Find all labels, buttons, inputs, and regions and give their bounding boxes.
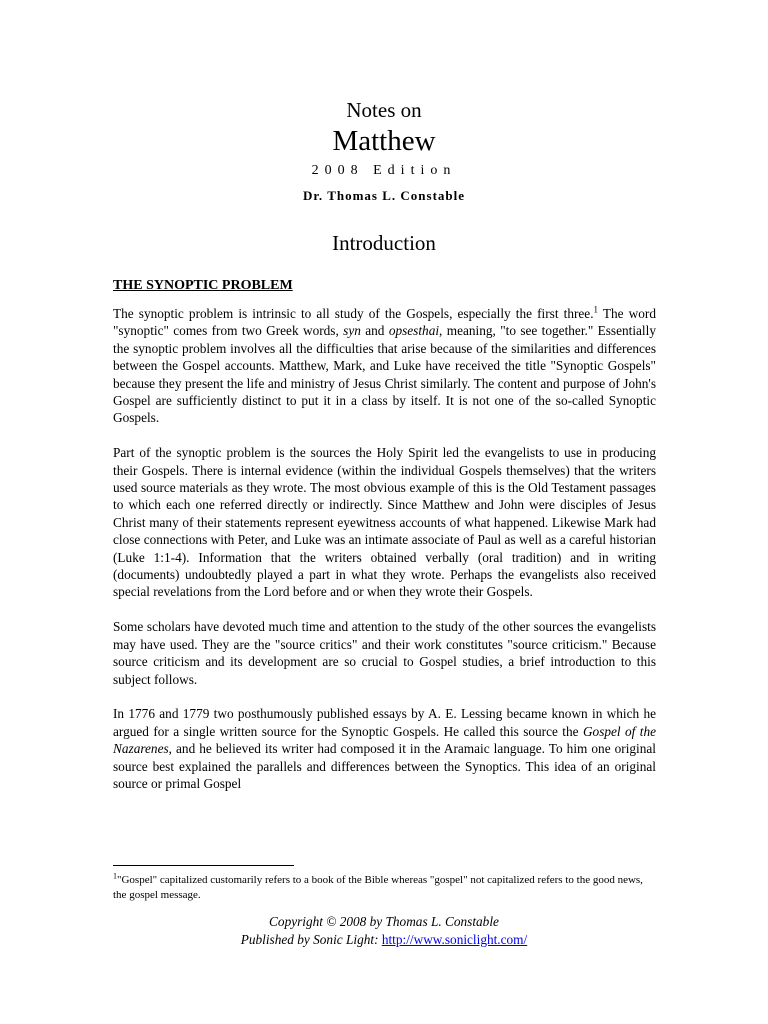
paragraph-1-text-d: , meaning, "to see together." Essentially the synoptic problem involves all the difficulties that arise because of the similarities and differences between the Gospel accounts. Matthew, Mark, and Luke have received the title "Synoptic Gospels" because they present the life and ministry of Jesus Christ similarly. The content and purpose of John's Gospel are sufficiently distinct to put it in a class by itself. It is not one of the so-called Synoptic Gospels. xyxy=(113,323,656,426)
book-title: Matthew xyxy=(332,125,436,157)
notes-on-label: Notes on xyxy=(346,98,422,122)
paragraph-1-text-c: and xyxy=(360,323,389,339)
paragraph-4 xyxy=(113,705,656,792)
publisher-label: Published by Sonic Light: xyxy=(240,932,382,947)
paragraph-2: Part of the synoptic problem is the sources the Holy Spirit led the evangelists to use in producing their Gospels. There is internal evidence (within the individual Gospels themselves) that the writers used source materials as they wrote. The most obvious example of this is the Old Testament passages to which each one referred directly or indirectly. Since Matthew and John were disciples of Jesus Christ many of their statements represent eyewitness accounts of what happened. Likewise Mark had close connections with Peter, and Luke was an intimate associate of Paul as well as a careful historian (Luke 1:1-4). Information that the writers obtained verbally (oral tradition) and in writing (documents) undoubtedly played a part in what they wrote. Perhaps the evangelists also received special revelations from the Lord before and or when they wrote their Gospels. xyxy=(113,445,656,600)
footnote xyxy=(113,873,658,903)
gospel-of-the-nazarenes: Gospel of the Nazarenes xyxy=(113,723,656,757)
footnote-reference[interactable]: 1 xyxy=(593,304,599,315)
greek-word-syn: syn xyxy=(343,323,361,339)
author-name: Dr. Thomas L. Constable xyxy=(302,188,466,203)
paragraph-4-text-a: In 1776 and 1779 two posthumously published essays by A. E. Lessing became known in which he argued for a single written source for the Synoptic Gospels. He called this source the xyxy=(113,706,656,739)
section-heading: THE SYNOPTIC PROBLEM xyxy=(113,278,293,293)
paragraph-1 xyxy=(113,305,656,427)
publisher-line xyxy=(0,931,768,948)
footnote-mark: 1 xyxy=(113,871,117,881)
footnote-divider xyxy=(113,865,294,866)
paragraph-1-text-a: The synoptic problem is intrinsic to all study of the Gospels, especially the first three. xyxy=(113,306,594,321)
greek-word-opsesthai: opsesthai xyxy=(388,323,440,339)
paragraph-4-text-b: , and he believed its writer had composed it in the Aramaic language. To him one original source best explained the parallels and differences between the Synoptics. This idea of an original source or primal Gospel xyxy=(113,741,656,791)
paragraph-1-text-b: The word "synoptic" comes from two Greek words, xyxy=(113,306,656,339)
publisher-link[interactable]: http://www.soniclight.com/ xyxy=(381,932,528,947)
edition-label: 2008 Edition xyxy=(311,163,457,178)
body-text xyxy=(113,305,656,810)
page-heading: Introduction xyxy=(332,231,436,255)
paragraph-3: Some scholars have devoted much time and attention to the study of the other sources the evangelists may have used. They are the "source critics" and their work constitutes "source criticism." Because source criticism and its development are so crucial to Gospel studies, a brief introduction to this subject follows. xyxy=(113,619,656,687)
footnote-text: "Gospel" capitalized customarily refers to a book of the Bible whereas "gospel" not capitalized refers to the good news, the gospel message. xyxy=(113,874,643,901)
copyright-line: Copyright © 2008 by Thomas L. Constable xyxy=(269,914,499,929)
